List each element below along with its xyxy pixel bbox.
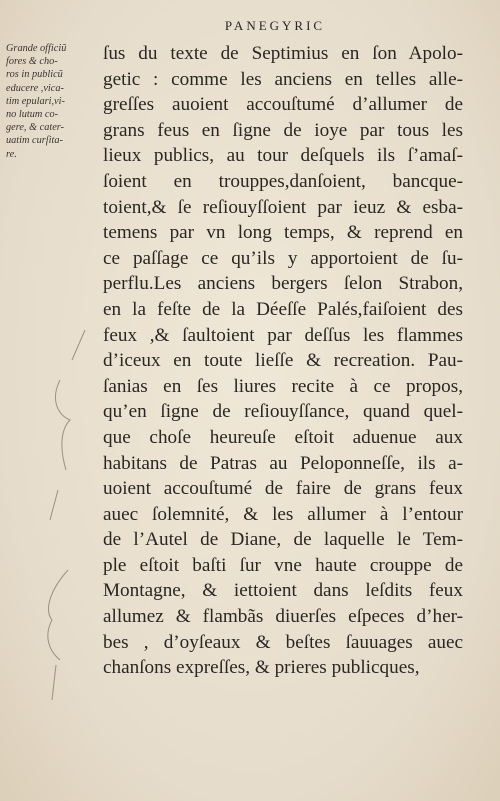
margin-note-line: re. — [6, 148, 17, 160]
body-line: getic : comme les anciens en telles alle- — [103, 68, 463, 90]
body-text — [103, 41, 463, 681]
body-line: perflu.Les anciens bergers ſelon Strabon, — [103, 273, 463, 295]
running-head: PANEGYRIC — [224, 18, 326, 33]
body-line: greſſes auoient accouſtumé d’allumer de — [103, 94, 463, 116]
body-line: temens par vn long temps, & reprend en — [103, 222, 463, 244]
body-line: ſoient en trouppes,danſoient, bancque- — [103, 170, 463, 192]
body-line: toient,& ſe reſiouyſſoient par ieuz & esba- — [103, 196, 463, 218]
body-line: allumez & flambãs diuerſes eſpeces d’her- — [103, 606, 463, 628]
pencil-bracket-marks — [30, 320, 90, 720]
body-line: auec ſolemnité, & les allumer à l’entour — [103, 503, 463, 525]
body-line: ple eſtoit baſti ſur vne haute crouppe de — [103, 554, 463, 576]
margin-note — [6, 42, 98, 161]
margin-note-line: educere ,vica- — [6, 82, 64, 94]
body-line: ſanias en ſes liures recite à ce propos, — [103, 375, 463, 397]
margin-note-line: tim epulari,vi- — [6, 95, 65, 107]
body-line: de l’Autel de Diane, de laquelle le Tem- — [103, 529, 463, 551]
margin-note-line: no lutum co- — [6, 109, 59, 121]
margin-note-line: uatim curſita- — [6, 135, 63, 147]
body-line: habitans de Patras au Peloponneſſe, ils a- — [103, 452, 463, 474]
body-line: Montagne, & iettoient dans leſdits feux — [103, 580, 463, 602]
body-line: grans feus en ſigne de ioye par tous les — [103, 119, 463, 141]
margin-note-line: gere, & cater- — [6, 122, 65, 134]
body-line: ce paſſage ce qu’ils y apportoient de ſu- — [103, 247, 463, 269]
body-line: bes , d’oyſeaux & beſtes ſauuages auec — [103, 631, 463, 653]
body-line: feux ,& ſaultoient par deſſus les flammes — [103, 324, 463, 346]
body-line: chanſons expreſſes, & prieres publicques, — [103, 657, 420, 679]
margin-note-line: Grande officiũ — [6, 43, 67, 54]
body-line: ſus du texte de Septimius en ſon Apolo- — [103, 43, 463, 64]
body-line: d’iceux en toute lieſſe & recreation. Pau- — [103, 350, 463, 372]
body-line: lieux publics, au tour deſquels ils ſ’amaſ- — [103, 145, 463, 167]
body-line: uoient accouſtumé de faire de grans feux — [103, 478, 463, 500]
body-line: en la feſte de la Déeſſe Palés,faiſoient des — [103, 298, 463, 320]
body-line: que choſe heureuſe eſtoit aduenue aux — [103, 426, 463, 448]
margin-note-line: fores & cho- — [6, 56, 58, 68]
margin-note-line: ros in publicũ — [6, 69, 63, 81]
body-line: qu’en ſigne de reſiouyſſance, quand quel- — [103, 401, 463, 423]
